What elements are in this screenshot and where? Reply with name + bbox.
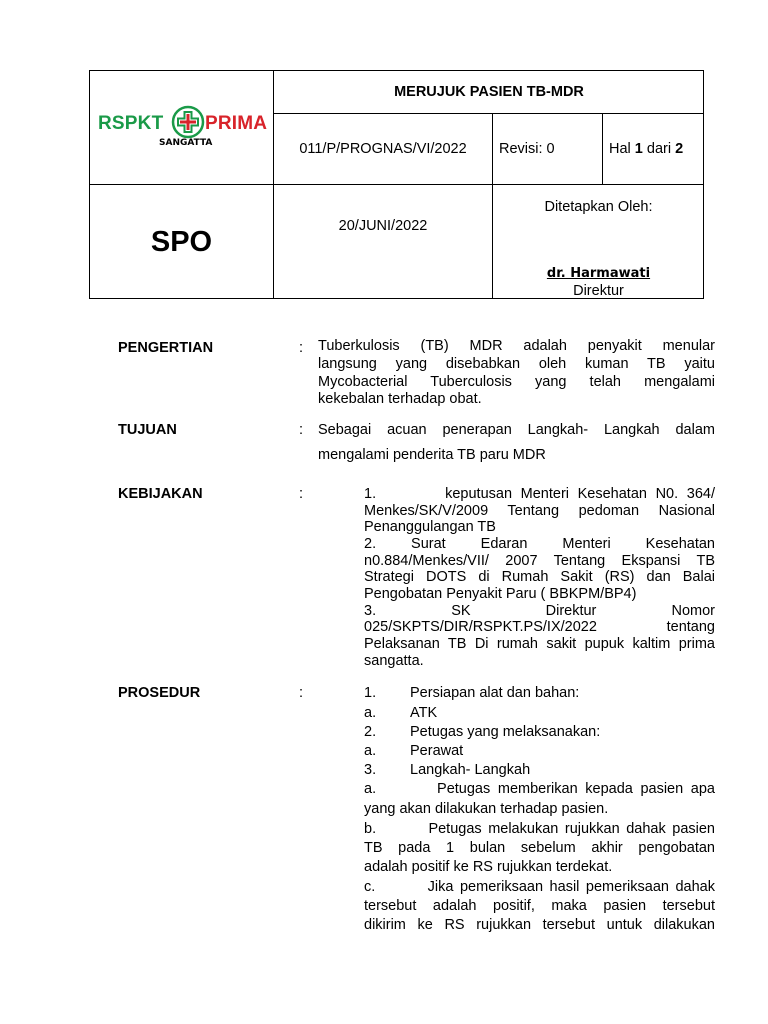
section-label-pengertian: PENGERTIAN — [118, 340, 214, 356]
text-line: Penanggulangan TB — [364, 519, 496, 535]
page-indicator — [603, 114, 704, 184]
section-label-tujuan: TUJUAN — [118, 422, 177, 438]
page-total: 2 — [675, 141, 684, 157]
text-line: Sebagai acuan penerapan Langkah- Langkah dalam — [318, 422, 715, 438]
section-label-kebijakan: KEBIJAKAN — [118, 486, 203, 502]
signer-title: Direktur — [573, 283, 624, 299]
text-line: Pengobatan Penyakit Paru ( BBKPM/BP4) — [364, 586, 637, 602]
list-number: 1. — [364, 685, 377, 701]
spo-label: SPO — [150, 226, 213, 258]
hospital-logo — [98, 105, 268, 155]
page-hal: Hal — [609, 141, 631, 157]
logo-text-rspkt: RSPKT — [98, 113, 164, 134]
page-dari: dari — [646, 141, 672, 157]
text-line: tersebut adalah positif, maka pasien tersebut — [364, 898, 715, 914]
document-title: MERUJUK PASIEN TB-MDR — [394, 84, 584, 100]
list-number: 3. — [364, 762, 377, 778]
page-current: 1 — [634, 141, 643, 157]
section-colon: : — [299, 486, 304, 502]
header-table — [89, 70, 704, 299]
logo-text-prima: PRIMA — [205, 113, 268, 134]
text-line: sangatta. — [364, 653, 424, 669]
list-item-text: Perawat — [410, 743, 464, 759]
text-line: c. Jika pemeriksaan hasil pemeriksaan dahak — [364, 879, 715, 895]
text-line: yang akan dilakukan terhadap pasien. — [364, 801, 609, 817]
text-line: TB pada 1 bulan sebelum akhir pengobatan — [364, 840, 715, 856]
text-line: langsung yang disebabkan oleh kuman TB yaitu — [318, 356, 715, 372]
list-item-text: ATK — [410, 705, 438, 721]
signer-name: dr. Harmawati — [546, 265, 651, 281]
text-line: Strategi DOTS di Rumah Sakit (RS) dan Balai — [364, 569, 715, 585]
list-number: a. — [364, 743, 377, 759]
list-number: 2. — [364, 724, 377, 740]
logo-text-sangatta: SANGATTA — [159, 138, 213, 148]
list-item-text: Persiapan alat dan bahan: — [410, 685, 580, 701]
medical-cross-icon — [171, 105, 205, 139]
text-line: mengalami penderita TB paru MDR — [318, 447, 546, 463]
text-line: 025/SKPTS/DIR/RSPKT.PS/IX/2022 tentang — [364, 619, 715, 635]
revision-number: Revisi: 0 — [499, 141, 555, 157]
text-line: kekebalan terhadap obat. — [318, 391, 482, 407]
text-line: Tuberkulosis (TB) MDR adalah penyakit menular — [318, 338, 715, 354]
text-line: 2. Surat Edaran Menteri Kesehatan — [364, 536, 715, 552]
text-line: Pelaksanan TB Di rumah sakit pupuk kaltim prima — [364, 636, 715, 652]
list-item-text: Langkah- Langkah — [410, 762, 531, 778]
text-line: n0.884/Menkes/VII/ 2007 Tentang Ekspansi TB — [364, 553, 715, 569]
text-line: 3. SK Direktur Nomor — [364, 603, 715, 619]
document-number: 011/P/PROGNAS/VI/2022 — [299, 141, 467, 157]
list-item-text: Petugas yang melaksanakan: — [410, 724, 601, 740]
text-line: adalah positif ke RS rujukkan terdekat. — [364, 859, 613, 875]
text-line: b. Petugas melakukan rujukkan dahak pasien — [364, 821, 715, 837]
effective-date: 20/JUNI/2022 — [338, 218, 428, 234]
list-number: a. — [364, 705, 377, 721]
section-colon: : — [299, 685, 304, 701]
section-colon: : — [299, 422, 304, 438]
section-colon: : — [299, 340, 304, 356]
text-line: Mycobacterial Tuberculosis yang telah mengalami — [318, 374, 715, 390]
text-line: 1. keputusan Menteri Kesehatan N0. 364/ — [364, 486, 715, 502]
text-line: dikirim ke RS rujukkan tersebut untuk dilakukan — [364, 917, 715, 933]
section-label-prosedur: PROSEDUR — [118, 685, 201, 701]
established-by-label: Ditetapkan Oleh: — [544, 199, 653, 215]
text-line: a. Petugas memberikan kepada pasien apa — [364, 781, 715, 797]
text-line: Menkes/SK/V/2009 Tentang pedoman Nasional — [364, 503, 715, 519]
